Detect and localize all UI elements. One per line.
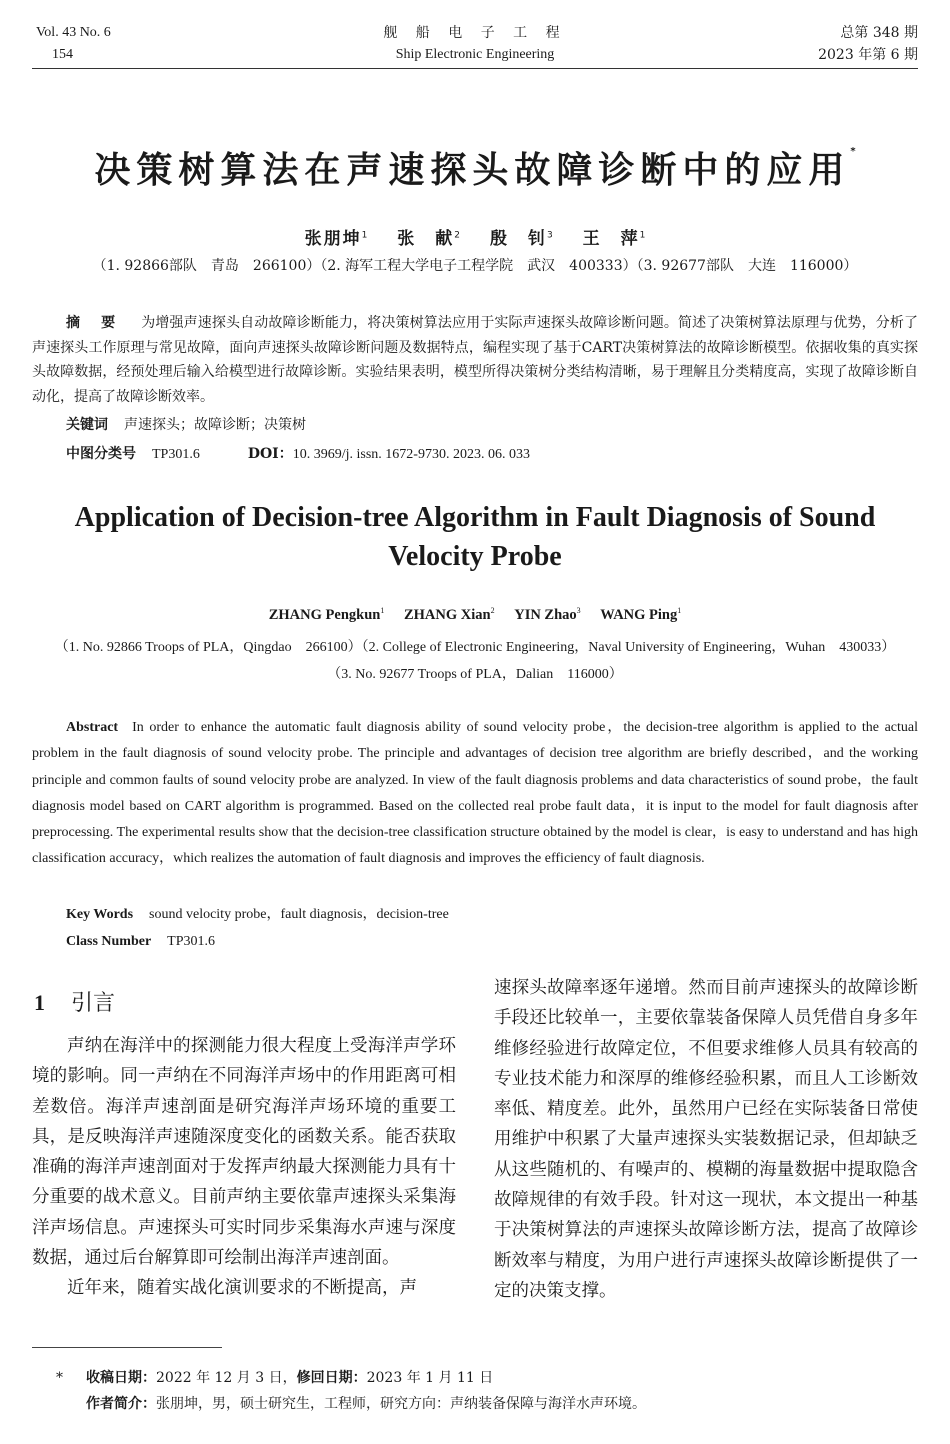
cn-paper-title xyxy=(0,142,950,193)
en-paper-title: Application of Decision-tree Algorithm in Fault Diagnosis of Sound Velocity Probe xyxy=(74,502,876,572)
section-number: 1 xyxy=(34,990,45,1015)
en-abstract xyxy=(32,715,918,873)
cn-class-number: TP301.6 xyxy=(152,447,200,462)
footnote-rule xyxy=(32,1347,222,1348)
cn-abstract-label: 摘 要 xyxy=(66,315,124,331)
en-class-label: Class Number xyxy=(66,934,152,949)
intro-paragraph-2-start: 近年来，随着实战化演训要求的不断提高，声 xyxy=(67,1278,417,1299)
en-keywords xyxy=(66,903,449,927)
cn-keywords-text: 声速探头；故障诊断；决策树 xyxy=(124,417,306,433)
intro-paragraph-2-cont: 速探头故障率逐年递增。然而目前声速探头的故障诊断手段还比较单一，主要依靠装备保障人员凭借自身多年维修经验进行故障定位，不但要求维修人员具有较高的专业技术能力和深厚的维修经验积累，而且人工诊断效率低、精度差。此外，虽然用户已经在实际装备日常使用维护中积累了大量声速探头实装数据记录，但却缺乏从这些随机的、有噪声的、模糊的海量数据中提取隐含故障规律的有效手段。针对这一现状，本文提出一种基于决策树算法的声速探头故障诊断方法，提高了故障诊断效率与精度，为用户进行声速探头故障诊断提供了一定的决策支撑。 xyxy=(494,978,918,1301)
bio-text: 张朋坤，男，硕士研究生，工程师，研究方向：声纳装备保障与海洋水声环境。 xyxy=(156,1396,646,1412)
body-column-left xyxy=(32,1031,456,1304)
page-number: 154 xyxy=(52,47,73,62)
cn-title-text: 决策树算法在声速探头故障诊断中的应用 xyxy=(94,150,851,191)
section-heading xyxy=(34,986,115,1017)
revised-label: 修回日期： xyxy=(296,1370,367,1386)
section-title: 引言 xyxy=(71,991,116,1016)
received-label: 收稿日期： xyxy=(86,1370,156,1386)
bio-label: 作者简介： xyxy=(86,1396,156,1412)
cn-affiliations: （1. 92866部队 青岛 266100）（2. 海军工程大学电子工程学院 武汉 400333）（3. 92677部队 大连 116000） xyxy=(92,258,858,274)
cn-abstract-text: 为增强声速探头自动故障诊断能力，将决策树算法应用于实际声速探头故障诊断问题。简述了决策树算法原理与优势，分析了声速探头工作原理与常见故障，面向声速探头故障诊断问题及数据特点，编程实现了基于CART决策树算法的故障诊断模型。依据收集的真实探头故障数据，经预处理后输入给模型进行故障诊断。实验结果表明，模型所得决策树分类结构清晰，易于理解且分类精度高，实现了故障诊断自动化，提高了故障诊断效率。 xyxy=(32,315,918,405)
body-column-right xyxy=(494,973,918,1306)
footnote-mark: * xyxy=(56,1370,63,1386)
cn-author: 张朋坤$^1$ xyxy=(304,229,368,249)
en-abstract-text: In order to enhance the automatic fault diagnosis ability of sound velocity probe，the decision-tree algorithm is applied to the actual problem in the fault diagnosis of sound velocity probe. The principle and advantages of decision tree algorithm are briefly described，and the working principle and common faults of sound velocity probe are analyzed. In view of the fault diagnosis problems and data characteristics of sound probe，the fault diagnosis model based on CART algorithm is programmed. Based on the collected real probe fault data，it is input to the model for fault diagnosis after preprocessing. The experimental results show that the decision-tree classification structure obtained by the model is clear，is easy to understand and has high classification accuracy，which realizes the automation of fault diagnosis and improves the efficiency of fault diagnosis. xyxy=(32,720,918,867)
en-author: ZHANG Pengkun$^1$ xyxy=(268,606,385,623)
header-right xyxy=(818,22,918,66)
footnote-dates xyxy=(56,1366,493,1390)
received-date: 2022 年 12 月 3 日， xyxy=(156,1370,297,1386)
footnote-bio xyxy=(86,1392,646,1416)
doi-label: DOI： xyxy=(247,446,293,462)
revised-date: 2023 年 1 月 11 日 xyxy=(366,1370,494,1386)
doi-value: 10. 3969/j. issn. 1672-9730. 2023. 06. 033 xyxy=(292,447,530,462)
cn-author: 张 献$^2$ xyxy=(397,229,461,249)
header-rule xyxy=(32,68,918,69)
en-keywords-text: sound velocity probe，fault diagnosis，decision-tree xyxy=(149,907,449,922)
en-affiliations: （1. No. 92866 Troops of PLA，Qingdao 266100）（2. College of Electronic Engineering，Naval University of Engineering，Wuhan 430033）（3. No. 92677 Troops of PLA，Dalian 116000） xyxy=(54,640,896,682)
cn-author-list xyxy=(0,224,950,249)
en-author: YIN Zhao$^3$ xyxy=(514,606,581,623)
cn-classification xyxy=(66,442,530,467)
cn-keywords-label: 关键词 xyxy=(66,417,108,433)
en-author: ZHANG Xian$^2$ xyxy=(403,606,495,623)
journal-cn-title: 舰 船 电 子 工 程 xyxy=(383,25,567,41)
issue-number: 2023 年第 6 期 xyxy=(818,47,918,63)
header-left xyxy=(36,22,111,66)
volume-number: Vol. 43 No. 6 xyxy=(36,25,111,40)
en-author-list xyxy=(0,606,950,624)
en-abstract-label: Abstract xyxy=(66,720,119,735)
en-class-number: TP301.6 xyxy=(167,934,216,949)
header-center xyxy=(300,22,650,66)
en-keywords-label: Key Words xyxy=(66,907,134,922)
cn-keywords xyxy=(66,413,306,437)
en-classification xyxy=(66,930,215,954)
title-footnote-mark: * xyxy=(850,146,856,157)
cn-abstract xyxy=(32,311,918,409)
cn-author: 殷 钊$^3$ xyxy=(489,229,553,249)
cn-author: 王 萍$^1$ xyxy=(582,229,646,249)
journal-en-title: Ship Electronic Engineering xyxy=(395,47,555,62)
total-issue: 总第 348 期 xyxy=(840,25,918,41)
intro-paragraph-1: 声纳在海洋中的探测能力很大程度上受海洋声学环境的影响。同一声纳在不同海洋声场中的作用距离可相差数倍。海洋声速剖面是研究海洋声场环境的重要工具，是反映海洋声速随深度变化的函数关系。能否获取准确的海洋声速剖面对于发挥声纳最大探测能力具有十分重要的战术意义。目前声纳主要依靠声速探头采集海洋声场信息。声速探头可实时同步采集海水声速与深度数据，通过后台解算即可绘制出海洋声速剖面。 xyxy=(32,1036,456,1269)
en-author: WANG Ping$^1$ xyxy=(600,606,682,623)
cn-class-label: 中图分类号 xyxy=(66,446,136,462)
